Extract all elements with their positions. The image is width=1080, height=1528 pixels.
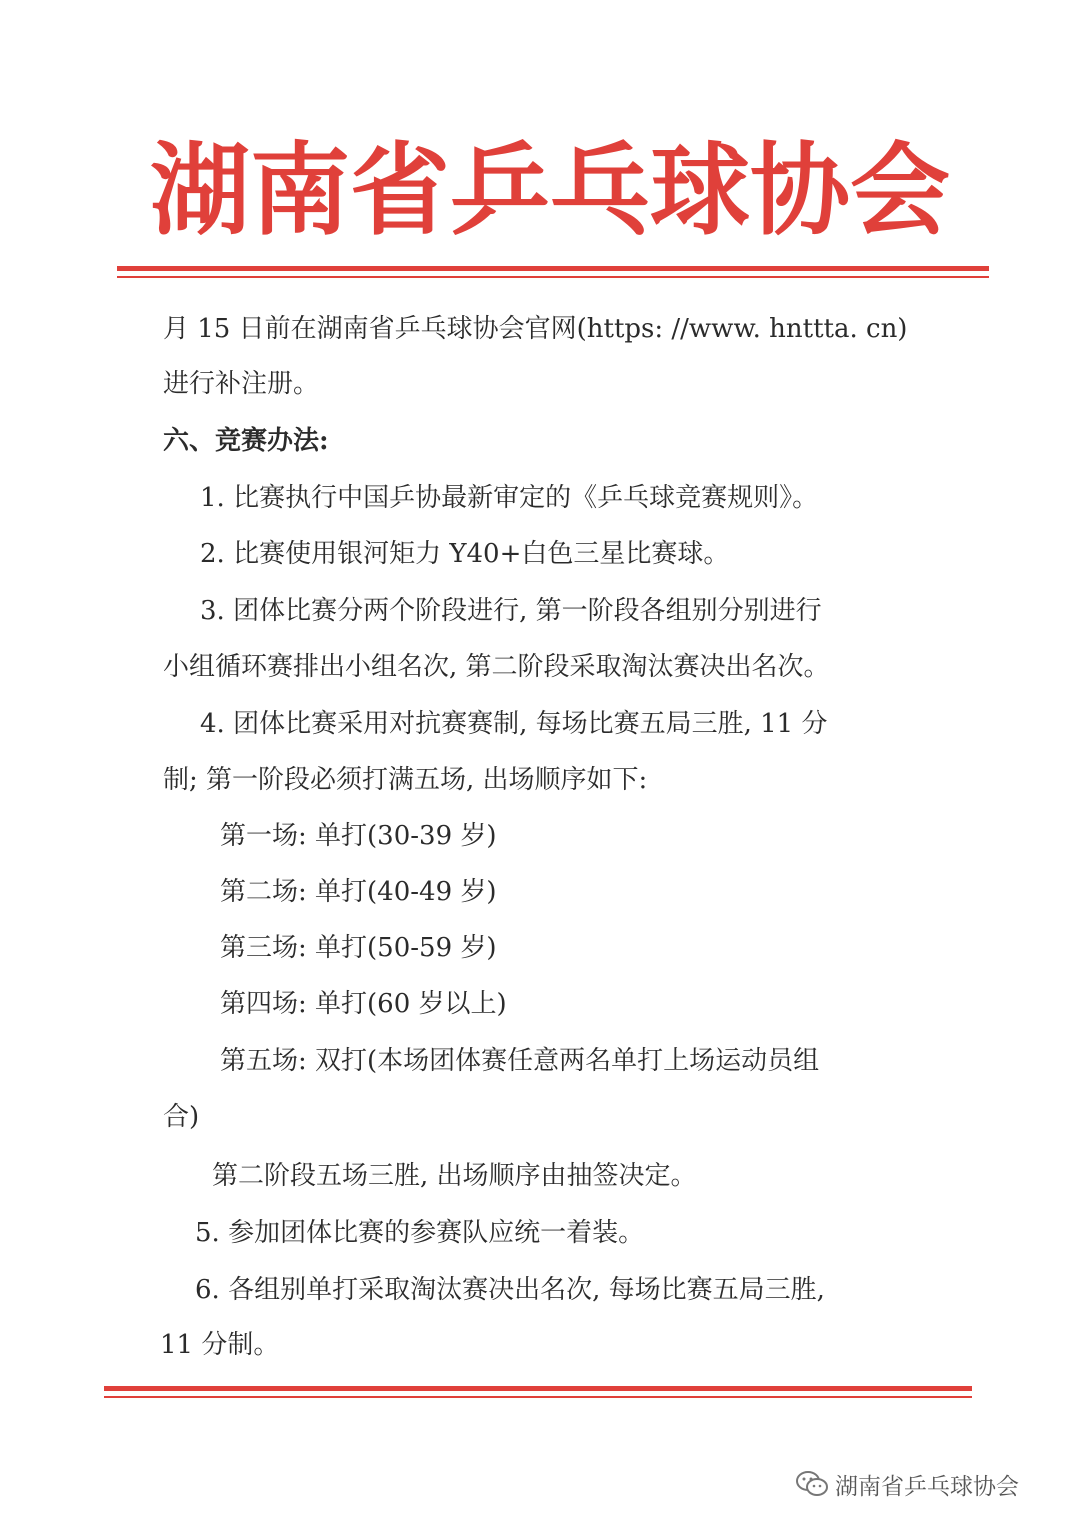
body-line: 3. 团体比赛分两个阶段进行, 第一阶段各组别分别进行 bbox=[200, 596, 822, 626]
body-line: 第四场: 单打(60 岁以上) bbox=[220, 989, 507, 1019]
body-line: 第三场: 单打(50-59 岁) bbox=[220, 933, 497, 963]
body-line: 11 分制。 bbox=[160, 1330, 280, 1360]
body-line: 制; 第一阶段必须打满五场, 出场顺序如下: bbox=[163, 765, 648, 795]
watermark-text: 湖南省乒乓球协会 bbox=[835, 1473, 1019, 1500]
body-line: 第五场: 双打(本场团体赛任意两名单打上场运动员组 bbox=[220, 1046, 820, 1076]
body-line: 4. 团体比赛采用对抗赛赛制, 每场比赛五局三胜, 11 分 bbox=[200, 709, 828, 739]
body-line: 5. 参加团体比赛的参赛队应统一着装。 bbox=[195, 1218, 645, 1248]
body-line: 月 15 日前在湖南省乒乓球协会官网(https: //www. hnttta. cn) bbox=[163, 314, 908, 344]
section-heading: 六、竞赛办法: bbox=[163, 426, 329, 456]
header-rule-thick bbox=[117, 266, 989, 271]
body-line: 2. 比赛使用银河矩力 Y40+白色三星比赛球。 bbox=[200, 539, 730, 569]
body-line: 第一场: 单打(30-39 岁) bbox=[220, 821, 497, 851]
footer-rule-thin bbox=[104, 1396, 972, 1398]
header-rule-thin bbox=[117, 276, 989, 278]
body-line: 小组循环赛排出小组名次, 第二阶段采取淘汰赛决出名次。 bbox=[163, 652, 830, 682]
body-line: 合) bbox=[163, 1102, 200, 1132]
body-line: 进行补注册。 bbox=[163, 369, 320, 399]
body-line: 6. 各组别单打采取淘汰赛决出名次, 每场比赛五局三胜, bbox=[195, 1275, 825, 1305]
body-line: 1. 比赛执行中国乒协最新审定的《乒乓球竞赛规则》。 bbox=[200, 483, 819, 513]
body-line: 第二场: 单打(40-49 岁) bbox=[220, 877, 497, 907]
wechat-icon bbox=[795, 1470, 829, 1498]
wechat-watermark bbox=[795, 1468, 1019, 1500]
letterhead-title: 湖南省乒乓球协会 bbox=[150, 131, 950, 249]
footer-rule-thick bbox=[104, 1386, 972, 1391]
body-line: 第二阶段五场三胜, 出场顺序由抽签决定。 bbox=[212, 1161, 697, 1191]
